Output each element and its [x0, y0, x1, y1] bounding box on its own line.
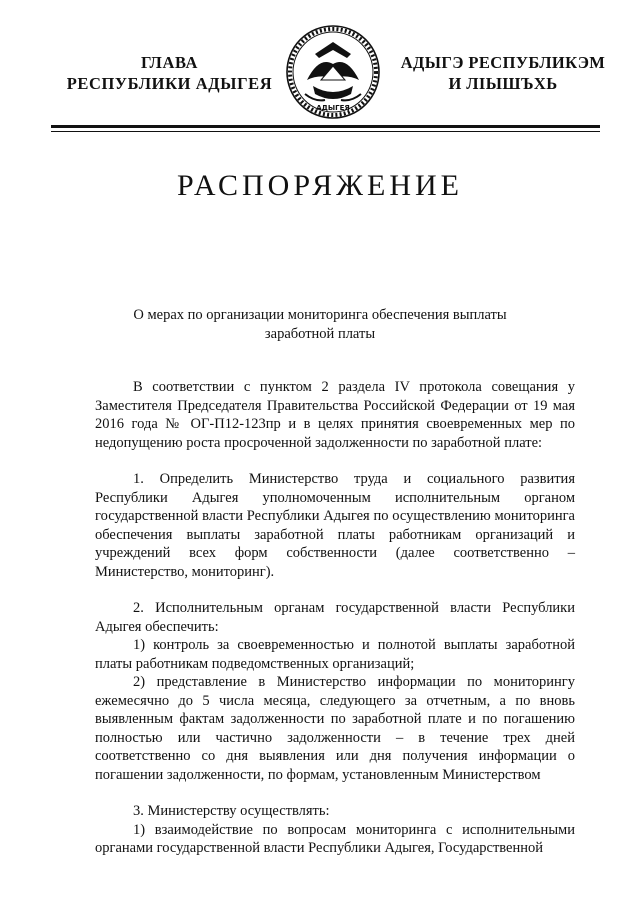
coat-of-arms-emblem — [285, 24, 381, 120]
item-2-sub-1-paragraph: 1) контроль за своевременностью и полнотой выплаты заработной платы работникам подведомственных организаций; — [95, 637, 575, 672]
header-left-line1: ГЛАВА — [140, 53, 199, 72]
header-divider-thin — [51, 131, 600, 132]
subject-line1: О мерах по организации мониторинга обеспечения выплаты — [133, 307, 507, 323]
subject-line2: заработной платы — [264, 326, 376, 342]
document-subject — [120, 306, 520, 344]
header-left — [52, 52, 287, 94]
header-right-line1: АДЫГЭ РЕСПУБЛИКЭМ — [400, 53, 606, 72]
document-body — [95, 378, 575, 858]
header-right-line2: И ЛІЫШЪХЬ — [448, 74, 558, 93]
header-left-line2: РЕСПУБЛИКИ АДЫГЕЯ — [66, 74, 273, 93]
item-1-paragraph: 1. Определить Министерство труда и социального развития Республики Адыгея уполномоченным исполнительным органом государственной власти Республики Адыгея по осуществлению мониторинга обеспечения выплаты заработной платы работникам организаций и учреждений всех форм собственности (далее соответственно – Министерство, мониторинг). — [95, 471, 575, 580]
item-3-paragraph: 3. Министерству осуществлять: — [133, 803, 330, 819]
emblem-text: АДЫГЕЯ — [316, 104, 350, 112]
item-2-paragraph: 2. Исполнительным органам государственной власти Республики Адыгея обеспечить: — [95, 600, 575, 635]
header-divider-thick — [51, 125, 600, 128]
document-title: РАСПОРЯЖЕНИЕ — [176, 169, 464, 202]
preamble-paragraph: В соответствии с пунктом 2 раздела IV протокола совещания у Заместителя Председателя Правительства Российской Федерации от 19 мая 2016 года № ОГ-П12-123пр и в целях принятия своевременных мер по недопущению роста просроченной задолженности по заработной плате: — [95, 379, 575, 451]
header-right — [388, 52, 618, 94]
item-2-sub-2-paragraph: 2) представление в Министерство информации по мониторингу ежемесячно до 5 числа месяца, следующего за отчетным, а по вновь выявленным фактам задолженности по заработной плате и по погашению полностью или частично задолженности – в течение трех дней соответственно со дня выявления или дня получения информации о погашении задолженности, по формам, установленным Министерством — [95, 674, 575, 783]
item-3-sub-1-paragraph: 1) взаимодействие по вопросам мониторинга с исполнительными органами государственной власти Республики Адыгея, Государственной — [95, 821, 575, 856]
